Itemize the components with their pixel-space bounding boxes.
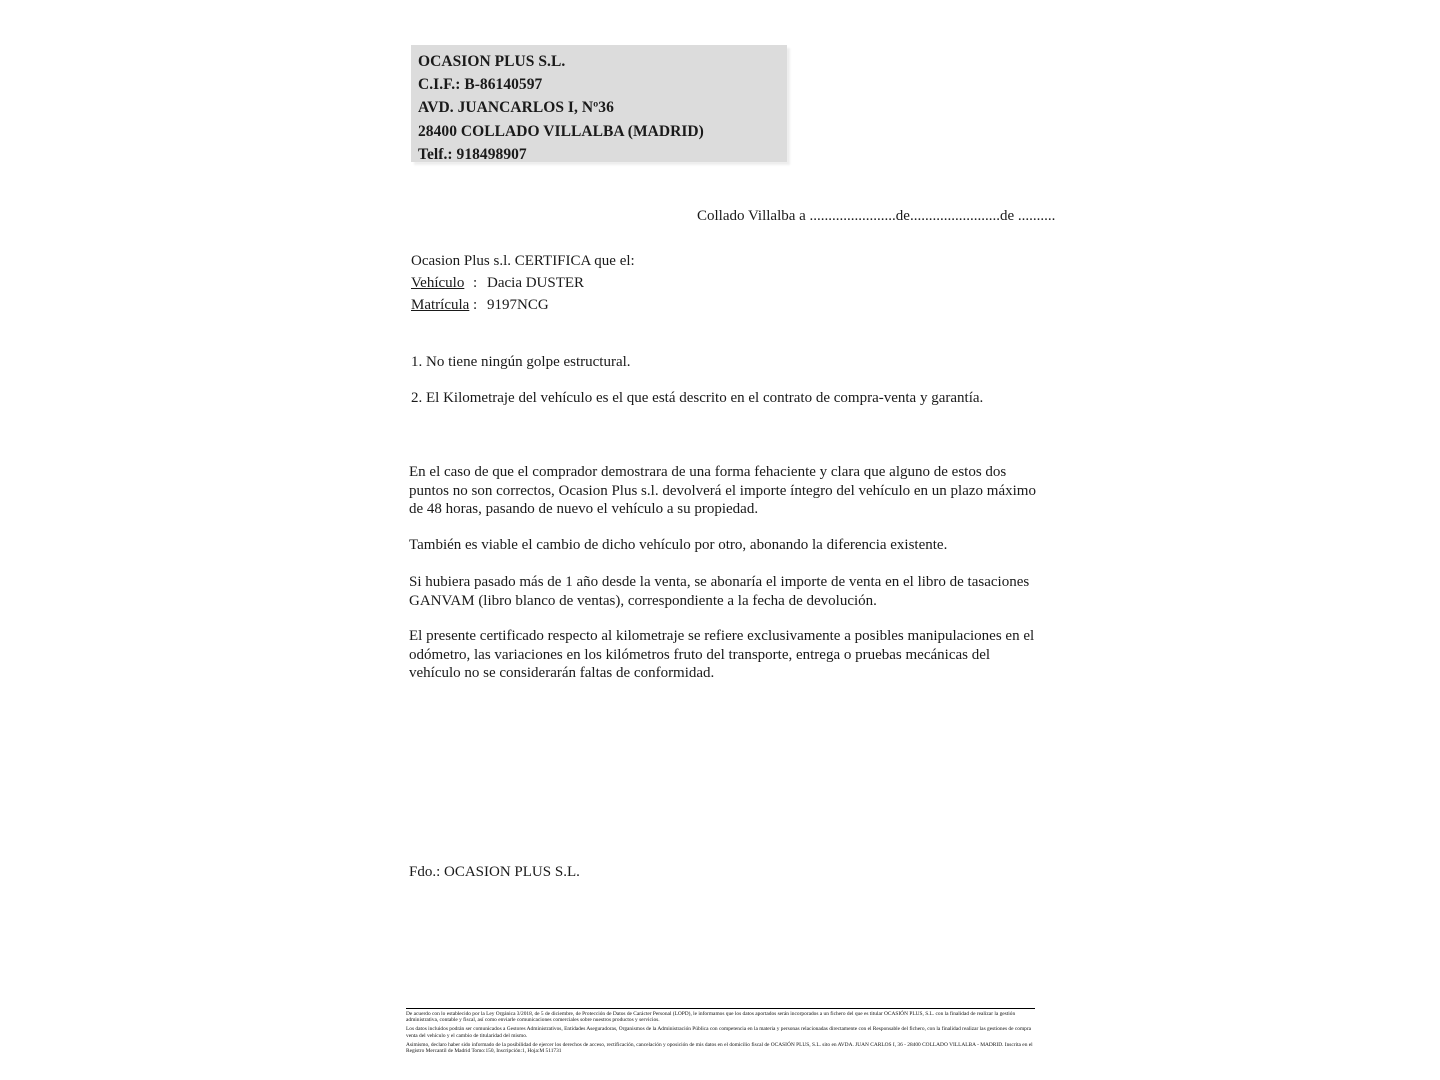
paragraph-exchange-option: También es viable el cambio de dicho vehículo por otro, abonando la diferencia existente. <box>409 537 948 553</box>
company-phone: Telf.: 918498907 <box>418 145 527 163</box>
legal-notice-paragraph-2: Los datos incluidos podrán ser comunicados a Gestores Administrativos, Entidades Aseguradoras, Organismos de la Administración Pública con competencia en la materia y personas relacionadas directamente con el Responsable del fichero, con la finalidad realizar las gestiones de compra venta del vehículo y el cambio de titularidad del mismo. <box>406 1026 1032 1039</box>
paragraph-refund-terms: En el caso de que el comprador demostrara de una forma fehaciente y clara que alguno de estos dos puntos no son correctos, Ocasion Plus s.l. devolverá el importe íntegro del vehículo en un plazo máximo de 48 horas, pasando de nuevo el vehículo a su propiedad. <box>409 464 1036 518</box>
certified-point-2: 2. El Kilometraje del vehículo es el que está descrito en el contrato de compra-venta y garantía. <box>411 390 984 406</box>
certified-point-1: 1. No tiene ningún golpe estructural. <box>411 354 631 370</box>
legal-notice-footer <box>406 1011 1035 1054</box>
footer-divider <box>406 1008 1035 1009</box>
legal-notice-paragraph-3: Asimismo, declaro haber sido informado de la posibilidad de ejercer los derechos de acceso, rectificación, cancelación y oposición de mis datos en el domicilio fiscal de OCASIÓN PLUS, S.L. sito en AVDA. JUAN CARLOS I, 36 - 28400 COLLADO VILLALBA - MADRID. Inscrita en el Registro Mercantil de Madrid Tomo:150, Inscripción:1, Hoja:M 511731 <box>406 1041 1033 1054</box>
company-name: OCASION PLUS S.L. <box>418 53 566 70</box>
date-line: Collado Villalba a .......................de........................de .......... <box>697 208 1056 224</box>
company-address: AVD. JUANCARLOS I, Nº36 <box>418 99 614 117</box>
vehicle-row <box>411 272 635 294</box>
vehicle-value: Dacia DUSTER <box>487 275 585 291</box>
signature-line: Fdo.: OCASION PLUS S.L. <box>409 864 580 880</box>
legal-notice-paragraph-1: De acuerdo con lo establecido por la Ley Orgánica 3/2018, de 5 de diciembre, de Protección de Datos de Carácter Personal (LOPD), le informamos que los datos aportados serán incorporados a un fichero del que es titular OCASIÓN PLUS, S.L. con la finalidad de realizar la gestión administrativa, contable y fiscal, así como enviarle comunicaciones comerciales sobre nuestros productos y servicios. <box>406 1011 1016 1024</box>
vehicle-separator: : <box>473 275 478 291</box>
certifies-intro: Ocasion Plus s.l. CERTIFICA que el: <box>411 253 635 269</box>
plate-value: 9197NCG <box>487 297 549 313</box>
certification-block <box>411 250 635 316</box>
plate-label: Matrícula <box>411 297 470 313</box>
company-city: 28400 COLLADO VILLALBA (MADRID) <box>418 122 704 140</box>
vehicle-label: Vehículo <box>411 275 465 291</box>
plate-separator: : <box>473 297 478 313</box>
company-cif: C.I.F.: B-86140597 <box>418 76 543 94</box>
paragraph-mileage-scope: El presente certificado respecto al kilometraje se refiere exclusivamente a posibles manipulaciones en el odómetro, las variaciones en los kilómetros fruto del transporte, entrega o pruebas mecánicas del vehículo no se considerarán faltas de conformidad. <box>409 628 1035 682</box>
paragraph-ganvam-valuation: Si hubiera pasado más de 1 año desde la venta, se abonaría el importe de venta en el libro de tasaciones GANVAM (libro blanco de ventas), correspondiente a la fecha de devolución. <box>409 574 1030 609</box>
company-header-box <box>411 45 787 162</box>
plate-row <box>411 294 635 316</box>
